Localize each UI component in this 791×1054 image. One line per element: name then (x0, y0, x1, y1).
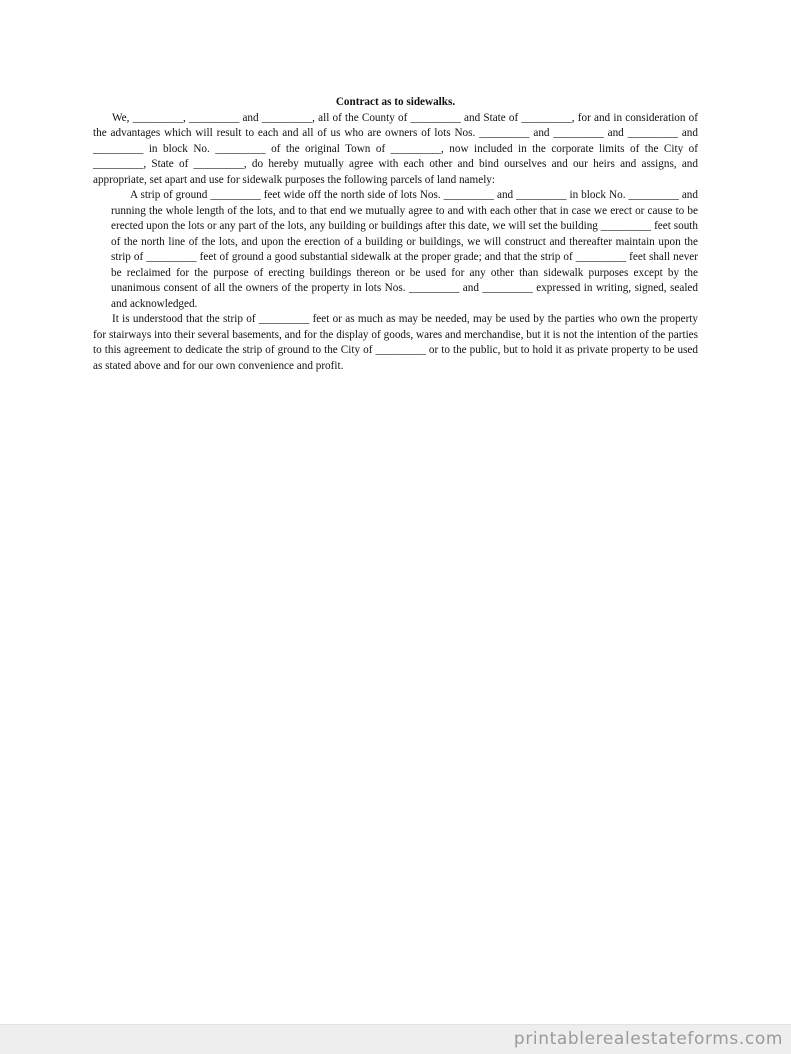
paragraph-strip-of-ground: A strip of ground _________ feet wide off the north side of lots Nos. _________ and _________ in block No. _________ and running the whole length of the lots, and to that end we mutually agree to and with each other that in case we erect or cause to be erected upon the lots or any part of the lots, any building or buildings after this date, we will set the building _________ feet south of the north line of the lots, and upon the erection of a building or buildings, we will construct and thereafter maintain upon the strip of _________ feet of ground a good substantial sidewalk at the proper grade; and that the strip of _________ feet shall never be reclaimed for the purpose of erecting buildings thereon or be used for any other than sidewalk purposes except by the unanimous consent of all the owners of the property in lots Nos. _________ and _________ expressed in writing, signed, sealed and acknowledged. (111, 189, 698, 310)
paragraph-parties: We, _________, _________ and _________, all of the County of _________ and State of _________, for and in consideration of the advantages which will result to each and all of us who are owners of lots Nos. _________ and _________ and _________ and _________ in block No. _________ of the original Town of _________, now included in the corporate limits of the City of _________, State of _________, do hereby mutually agree with each other and bind ourselves and our heirs and assigns, and appropriate, set apart and use for sidewalk purposes the following parcels of land namely: (93, 111, 698, 186)
document-title: Contract as to sidewalks. (335, 96, 456, 108)
site-watermark: printablerealestateforms.com (513, 1029, 783, 1049)
footer-bar (0, 1024, 791, 1054)
paragraph-understanding: It is understood that the strip of _________ feet or as much as may be needed, may be used by the parties who own the property for stairways into their several basements, and for the display of goods, wares and merchandise, but it is not the intention of the parties to this agreement to dedicate the strip of ground to the City of _________ or to the public, but to hold it as private property to be used as stated above and for our own convenience and profit. (93, 313, 698, 372)
document-body (93, 95, 698, 374)
